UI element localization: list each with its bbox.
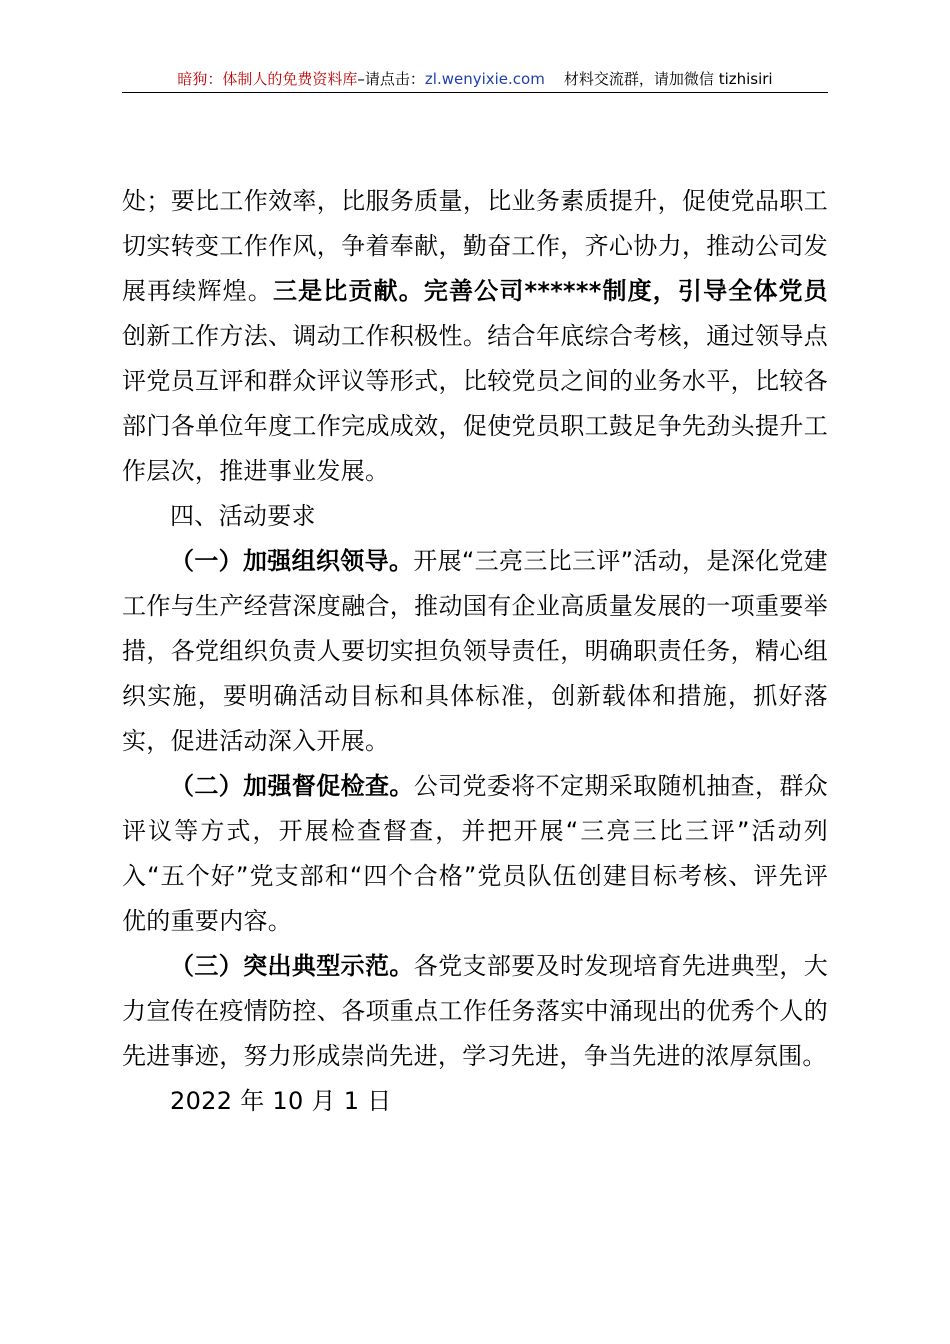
paragraph-lead: （二）加强督促检查。 xyxy=(170,772,414,800)
document-body xyxy=(122,179,828,1124)
section-heading: 四、活动要求 xyxy=(170,502,316,530)
header-url-link[interactable]: zl.wenyixie.com xyxy=(424,70,545,88)
paragraph-text: 处；要比工作效率，比服务质量，比业务素质提升，促使党品职工切实转变工作作风，争着奉献，勤奋工作，齐心协力，推动公司发展再续辉煌。 xyxy=(122,187,828,305)
paragraph-lead: （三）突出典型示范。 xyxy=(170,952,414,980)
document-date: 2022 年 10 月 1 日 xyxy=(170,1087,392,1115)
header-brand: 暗狗：体制人的免费资料库 xyxy=(177,70,358,88)
paragraph-text: 公司党委将不定期采取随机抽查，群众评议等方式，开展检查督查，并把开展“三亮三比三评”活动列入“五个好”党支部和“四个合格”党员队伍创建目标考核、评先评优的重要内容。 xyxy=(122,772,828,935)
paragraph-organization xyxy=(122,539,828,764)
header-prompt: –请点击： xyxy=(357,70,425,88)
paragraph-text: 开展“三亮三比三评”活动，是深化党建工作与生产经营深度融合，推动国有企业高质量发展的一项重要举措，各党组织负责人要切实担负领导责任，明确职责任务，精心组织实施，要明确活动目标和具体标准，创新载体和措施，抓好落实，促进活动深入开展。 xyxy=(122,547,828,755)
paragraph-text: 各党支部要及时发现培育先进典型，大力宣传在疫情防控、各项重点工作任务落实中涌现出的优秀个人的先进事迹，努力形成崇尚先进，学习先进，争当先进的浓厚氛围。 xyxy=(122,952,828,1070)
page-header xyxy=(122,66,828,93)
paragraph-lead: （一）加强组织领导。 xyxy=(170,547,414,575)
paragraph-bold-text: 三是比贡献。完善公司******制度，引导全体党员 xyxy=(272,277,828,305)
header-note: 材料交流群，请加微信 tizhisiri xyxy=(563,70,773,88)
paragraph-examples xyxy=(122,944,828,1079)
paragraph-supervision xyxy=(122,764,828,944)
paragraph-continuation xyxy=(122,179,828,494)
paragraph-text: 创新工作方法、调动工作积极性。结合年底综合考核，通过领导点评党员互评和群众评议等形式，比较党员之间的业务水平，比较各部门各单位年度工作完成成效，促使党员职工鼓足争先劲头提升工作层次，推进事业发展。 xyxy=(122,322,828,485)
